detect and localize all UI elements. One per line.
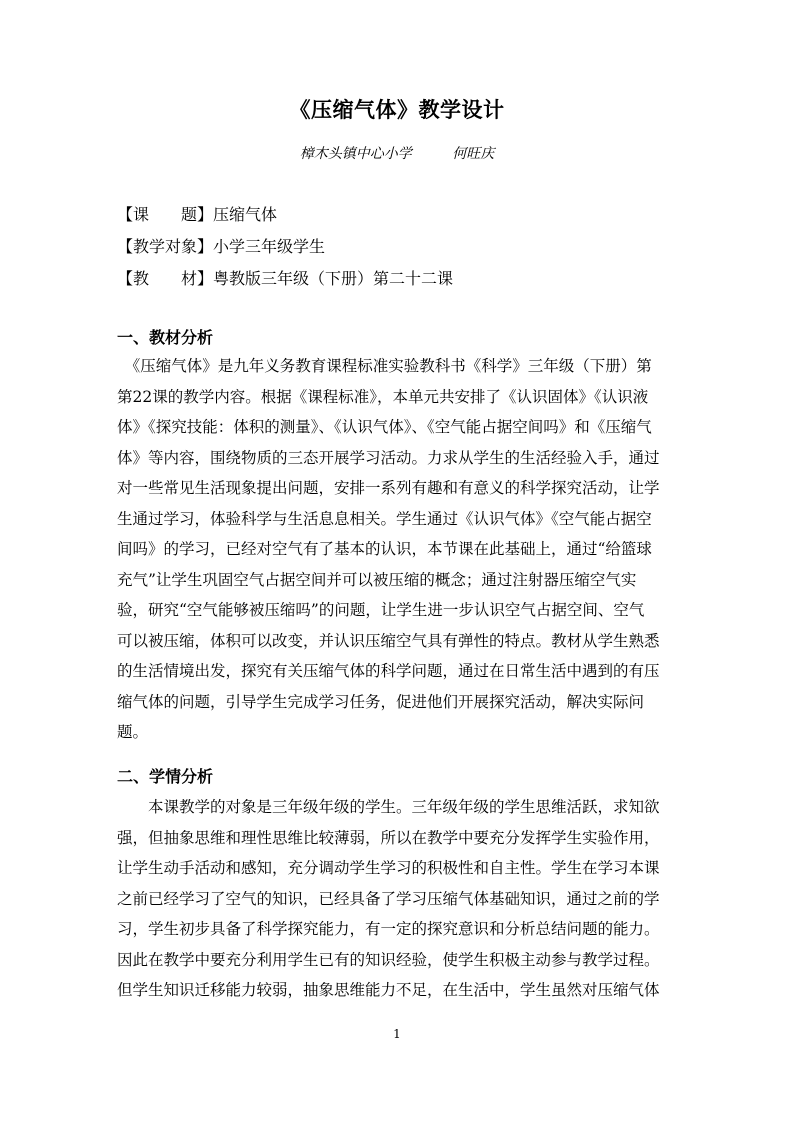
text-line: 验，研究“空气能够被压缩吗”的问题，让学生进一步认识空气占据空间、空气 [117, 601, 645, 619]
section-heading: 一、教材分析 [117, 328, 214, 347]
text-line: 本课教学的对象是三年级年级的学生。三年级年级的学生思维活跃，求知欲 [117, 798, 660, 816]
text-line: 对一些常见生活现象提出问题，安排一系列有趣和有意义的科学探究活动，让学 [117, 479, 660, 497]
meta-topic [117, 205, 277, 225]
meta-value: 小学三年级学生 [213, 237, 326, 256]
text-line: 强，但抽象思维和理性思维比较薄弱，所以在教学中要充分发挥学生实验作用， [117, 828, 660, 847]
text-line: 因此在教学中要充分利用学生已有的知识经验，使学生积极主动参与教学过程。 [117, 950, 660, 969]
text-line: 题。 [117, 723, 149, 741]
text-line: 体》《探究技能：体积的测量》、《认识气体》、《空气能占据空间吗》和《压缩气 [117, 418, 652, 436]
meta-audience [117, 237, 325, 257]
author-line [0, 143, 794, 163]
text-line: 生通过学习，体验科学与生活息息相关。学生通过《认识气体》《空气能占据空 [117, 509, 652, 528]
text-line: 间吗》的学习，已经对空气有了基本的认识，本节课在此基础上，通过“给篮球 [117, 540, 652, 558]
text-line: 但学生知识迁移能力较弱，抽象思维能力不足，在生活中，学生虽然对压缩气体 [117, 981, 660, 999]
text-line: 《压缩气体》是九年义务教育课程标准实验教科书《科学》三年级（下册）第 [117, 357, 652, 375]
meta-textbook [117, 269, 453, 289]
text-line: 可以被压缩，体积可以改变，并认识压缩空气具有弹性的特点。教材从学生熟悉 [117, 631, 660, 650]
meta-label: 【教 材】 [117, 269, 214, 288]
text-line: 让学生动手活动和感知，充分调动学生学习的积极性和自主性。学生在学习本课 [117, 859, 660, 877]
section-body [117, 351, 677, 748]
section-heading: 二、学情分析 [117, 767, 214, 786]
text-line: 习，学生初步具备了科学探究能力，有一定的探究意识和分析总结问题的能力。 [117, 920, 660, 938]
meta-value: 粤教版三年级（下册）第二十二课 [213, 269, 454, 288]
text-line: 体》等内容，围绕物质的三态开展学习活动。力求从学生的生活经验入手，通过 [117, 448, 660, 467]
document-title: 《压缩气体》教学设计 [289, 97, 505, 122]
school-name: 樟木头镇中心小学 [299, 146, 412, 162]
meta-label: 【课 题】 [117, 205, 214, 224]
meta-value: 压缩气体 [213, 205, 278, 224]
section-body [117, 792, 677, 1006]
text-line: 第22课的教学内容。根据《课程标准》，本单元共安排了《认识固体》《认识液 [117, 387, 649, 406]
author-name: 何旺庆 [452, 146, 495, 162]
page-number: 1 [393, 1027, 401, 1041]
text-line: 的生活情境出发，探究有关压缩气体的科学问题，通过在日常生活中遇到的有压 [117, 662, 660, 680]
meta-label: 【教学对象】 [117, 237, 214, 256]
text-line: 缩气体的问题，引导学生完成学习任务，促进他们开展探究活动，解决实际问 [117, 692, 645, 711]
text-line: 充气”让学生巩固空气占据空间并可以被压缩的概念；通过注射器压缩空气实 [117, 570, 637, 589]
text-line: 之前已经学习了空气的知识，已经具备了学习压缩气体基础知识，通过之前的学 [117, 889, 660, 908]
